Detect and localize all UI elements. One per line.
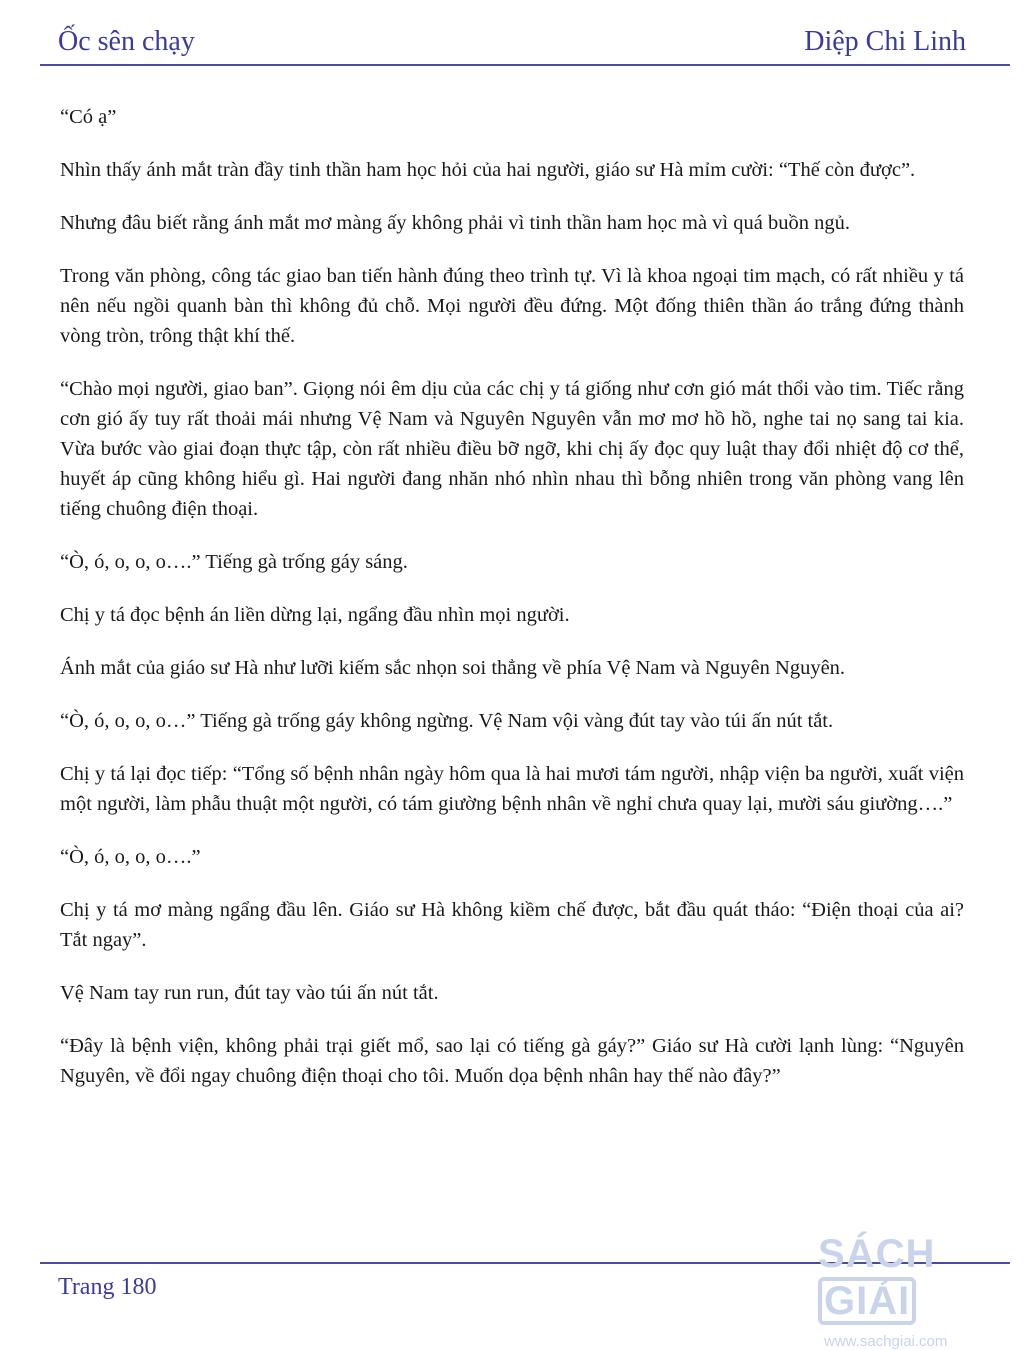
page-header [58, 22, 966, 62]
paragraph: “Đây là bệnh viện, không phải trại giết mổ, sao lại có tiếng gà gáy?” Giáo sư Hà cười lạnh lùng: “Nguyên Nguyên, về đổi ngay chuông điện thoại cho tôi. Muốn dọa bệnh nhân hay thế nào đây?” [60, 1035, 964, 1087]
watermark-url: www.sachgiai.com [824, 1333, 948, 1350]
paragraph: Ánh mắt của giáo sư Hà như lưỡi kiếm sắc nhọn soi thẳng về phía Vệ Nam và Nguyên Nguyên. [60, 657, 846, 679]
paragraph: “Có ạ” [60, 106, 117, 128]
paragraph: Nhưng đâu biết rằng ánh mắt mơ màng ấy không phải vì tinh thần ham học mà vì quá buồn ngủ. [60, 212, 850, 234]
paragraph: “Chào mọi người, giao ban”. Giọng nói êm dịu của các chị y tá giống như cơn gió mát thổi vào tim. Tiếc rằng cơn gió ấy tuy rất thoải mái nhưng Vệ Nam và Nguyên Nguyên vẫn mơ mơ hồ hồ, nghe tai nọ sang tai kia. Vừa bước vào giai đoạn thực tập, còn rất nhiều điều bỡ ngỡ, khi chị ấy đọc quy luật thay đổi nhiệt độ cơ thể, huyết áp cũng không hiểu gì. Hai người đang nhăn nhó nhìn nhau thì bỗng nhiên trong văn phòng vang lên tiếng chuông điện thoại. [60, 378, 964, 520]
paragraph: Chị y tá mơ màng ngẩng đầu lên. Giáo sư Hà không kiềm chế được, bắt đầu quát tháo: “Điện thoại của ai? Tắt ngay”. [60, 899, 964, 951]
paragraph: Chị y tá lại đọc tiếp: “Tổng số bệnh nhân ngày hôm qua là hai mươi tám người, nhập viện ba người, xuất viện một người, làm phẫu thuật một người, có tám giường bệnh nhân về nghỉ chưa quay lại, mười sáu giường….” [60, 763, 964, 815]
paragraph: “Ò, ó, o, o, o….” Tiếng gà trống gáy sáng. [60, 551, 408, 573]
author-name: Diệp Chi Linh [804, 26, 966, 57]
watermark-logo-right: GIẢI [818, 1277, 916, 1325]
watermark-logo [818, 1232, 1018, 1325]
body-text [60, 102, 964, 1114]
paragraph: Nhìn thấy ánh mắt tràn đầy tinh thần ham học hỏi của hai người, giáo sư Hà mỉm cười: “Thế còn được”. [60, 159, 916, 181]
watermark [818, 1232, 1018, 1350]
book-title: Ốc sên chạy [58, 26, 195, 57]
paragraph: Vệ Nam tay run run, đút tay vào túi ấn nút tắt. [60, 982, 439, 1004]
paragraph: Chị y tá đọc bệnh án liền dừng lại, ngẩng đầu nhìn mọi người. [60, 604, 570, 626]
header-divider [40, 64, 1010, 66]
watermark-logo-left: SÁCH [818, 1232, 936, 1276]
paragraph: Trong văn phòng, công tác giao ban tiến hành đúng theo trình tự. Vì là khoa ngoại tim mạch, có rất nhiều y tá nên nếu ngồi quanh bàn thì không đủ chỗ. Mọi người đều đứng. Một đống thiên thần áo trắng đứng thành vòng tròn, trông thật khí thế. [60, 265, 964, 347]
paragraph: “Ò, ó, o, o, o….” [60, 846, 201, 868]
page-number: Trang 180 [58, 1274, 157, 1300]
paragraph: “Ò, ó, o, o, o…” Tiếng gà trống gáy không ngừng. Vệ Nam vội vàng đút tay vào túi ấn nút tắt. [60, 710, 834, 732]
